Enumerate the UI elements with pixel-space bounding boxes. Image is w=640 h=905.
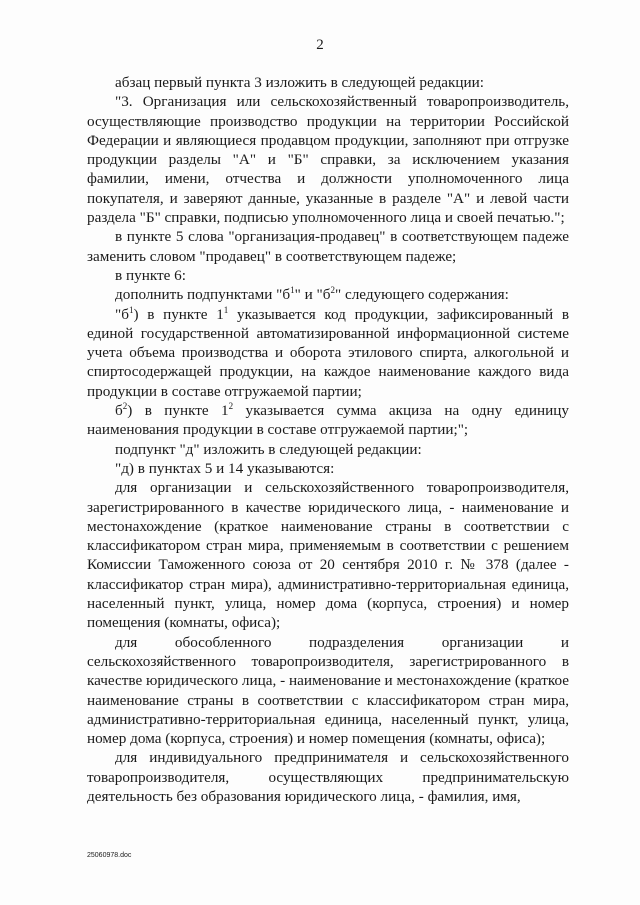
paragraph: "$б^1$) в пункте $1^1$ указывается код продукции, зафиксированный в единой государственной автоматизированной информационной системе учета объема производства и оборота этилового спирта, алкогольной и спиртосодержащей продукции, на каждое наименование каждого вида продукции в составе отгружаемой партии; bbox=[87, 304, 570, 400]
paragraph: "д) в пунктах 5 и 14 указываются: bbox=[115, 459, 335, 477]
paragraph: в пункте 5 слова "организация-продавец" в соответствующем падеже заменить словом "продавец" в соответствующем падеже; bbox=[87, 228, 569, 265]
document-body bbox=[87, 73, 569, 806]
paragraph: "3. Организация или сельскохозяйственный товаропроизводитель, осуществляющие производство продукции на территории Российской Федерации и являющиеся продавцом продукции, заполняют при отгрузке продукции разделы "А" и "Б" справки, за исключением указания фамилии, имени, отчества и должности уполномоченного лица покупателя, и заверяют данные, указанные в разделе "А" и левой части раздела "Б" справки, подписью уполномоченного лица и своей печатью."; bbox=[87, 93, 569, 227]
paragraph: дополнить подпунктами "$б^1$" и "$б^2$" следующего содержания: bbox=[115, 285, 509, 304]
paragraph: в пункте 6: bbox=[115, 266, 186, 284]
paragraph: для индивидуального предпринимателя и сельскохозяйственного товаропроизводителя, осуществляющих предпринимательскую деятельность без образования юридического лица, - фамилия, имя, bbox=[87, 749, 569, 805]
paragraph: для организации и сельскохозяйственного товаропроизводителя, зарегистрированного в качестве юридического лица, - наименование и местонахождение (краткое наименование страны в соответствии с классификатором стран мира, применяемым в соответствии с решением Комиссии Таможенного союза от 20 сентября 2010 г. № 378 (далее - классификатор стран мира), административно-территориальная единица, населенный пункт, улица, номер дома (корпуса, строения) и номер помещения (комнаты, офиса); bbox=[87, 479, 569, 632]
paragraph-separate-subdivision: для обособленного подразделения организации и сельскохозяйственного товаропроизводителя, зарегистрированного в качестве юридического лица, - наименование и местонахождение (краткое наименование страны в соответствии с классификатором стран мира, административно-территориальная единица, населенный пункт, улица, номер дома (корпуса, строения) и номер помещения (комнаты, офиса); bbox=[87, 633, 569, 748]
paragraph: абзац первый пункта 3 изложить в следующей редакции: bbox=[115, 74, 485, 91]
paragraph: подпункт "д" изложить в следующей редакции: bbox=[115, 440, 422, 458]
page-number: 2 bbox=[316, 37, 324, 53]
footer-filename: 25060978.doc bbox=[87, 852, 132, 859]
paragraph: $б^2$) в пункте $1^2$ указывается сумма акциза на одну единицу наименования продукции в составе отгружаемой партии;"; bbox=[87, 401, 569, 439]
